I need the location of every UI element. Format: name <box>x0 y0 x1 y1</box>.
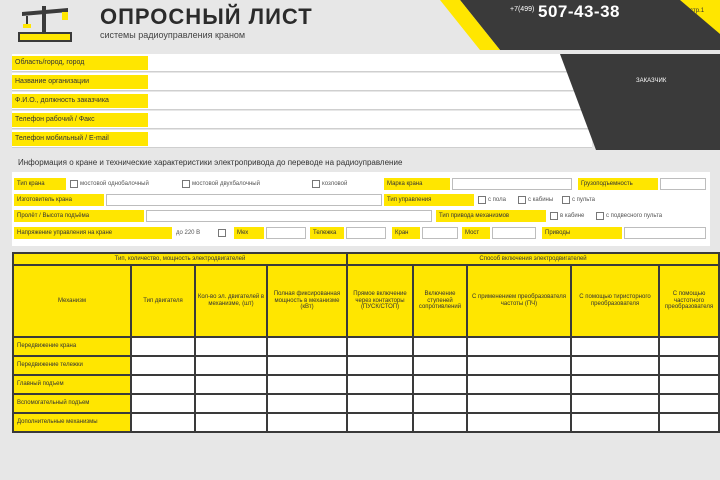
speed-input[interactable] <box>346 227 386 239</box>
region-input[interactable] <box>152 56 588 70</box>
table-cell[interactable] <box>267 413 347 432</box>
table-cell[interactable] <box>413 413 467 432</box>
table-row <box>13 394 719 413</box>
speed-input[interactable] <box>266 227 306 239</box>
contact-row-email <box>12 130 592 148</box>
table-cell[interactable] <box>571 356 659 375</box>
column-header: С помощью тиристорного преобразователя <box>571 265 659 337</box>
control-option-label: с пола <box>488 197 506 203</box>
contact-row-phone <box>12 111 592 129</box>
customer-panel <box>596 54 720 150</box>
table-cell[interactable] <box>413 394 467 413</box>
page-title: ОПРОСНЫЙ ЛИСТ <box>100 4 313 29</box>
contact-row-region <box>12 54 592 72</box>
speed-input[interactable] <box>492 227 536 239</box>
table-row <box>13 356 719 375</box>
table-cell[interactable] <box>413 337 467 356</box>
table-row <box>13 413 719 432</box>
type-option-label: козловой <box>322 181 348 187</box>
control-option-checkbox[interactable] <box>478 196 486 204</box>
speed-label: Мост <box>462 227 490 239</box>
table-cell[interactable] <box>467 413 571 432</box>
table-cell[interactable] <box>571 394 659 413</box>
table-cell[interactable] <box>467 337 571 356</box>
type-option-label: мостовой двухбалочный <box>192 181 260 187</box>
decorative-corner <box>560 54 600 150</box>
column-header: С помощью частотного преобразователя <box>659 265 719 337</box>
motors-table-wrap <box>12 252 718 480</box>
speed-label: Кран <box>392 227 420 239</box>
contact-label: Телефон мобильный / E-mail <box>12 132 148 146</box>
table-cell[interactable] <box>131 413 195 432</box>
crane-model-input[interactable] <box>452 178 572 190</box>
contact-block <box>12 54 592 149</box>
speed-label: Тележка <box>310 227 344 239</box>
type-option-checkbox[interactable] <box>70 180 78 188</box>
speed-input[interactable] <box>422 227 458 239</box>
drive-type-label: Тип привода механизмов <box>436 210 546 222</box>
section-caption: Информация о кране и технические характеристики электропривода до переводе на радиоуправление <box>18 158 403 167</box>
crane-info-block <box>12 172 710 246</box>
contact-label: Название организации <box>12 75 148 89</box>
table-cell[interactable] <box>131 375 195 394</box>
phone-number[interactable]: 507-43-38 <box>538 2 621 21</box>
table-row <box>13 337 719 356</box>
customer-panel-label: ЗАКАЗЧИК <box>636 78 667 84</box>
voltage-label: Напряжение управления на кране <box>14 227 172 239</box>
control-option-checkbox[interactable] <box>518 196 526 204</box>
email-input[interactable] <box>152 132 588 146</box>
column-header: Тип двигателя <box>131 265 195 337</box>
table-cell[interactable] <box>467 394 571 413</box>
column-header: Полная фиксированная мощность в механизме (кВт) <box>267 265 347 337</box>
table-cell[interactable] <box>347 375 413 394</box>
table-cell[interactable] <box>571 337 659 356</box>
type-option-label: мостовой однобалочный <box>80 181 149 187</box>
table-row <box>13 375 719 394</box>
speed-label: Мех <box>234 227 264 239</box>
table-cell[interactable] <box>131 337 195 356</box>
column-header: Включение ступеней сопротивлений <box>413 265 467 337</box>
control-option-label: с пульта <box>572 197 595 203</box>
phone-input[interactable] <box>152 113 588 127</box>
table-cell[interactable] <box>659 413 719 432</box>
table-cell[interactable] <box>131 356 195 375</box>
table-cell[interactable] <box>659 356 719 375</box>
crane-model-label: Марка крана <box>384 178 450 190</box>
table-cell[interactable] <box>413 356 467 375</box>
drive-option-label: с подвесного пульта <box>606 213 663 219</box>
table-cell[interactable] <box>571 413 659 432</box>
contact-label: Область/город, город <box>12 56 148 70</box>
manufacturer-label: Изготовитель крана <box>14 194 104 206</box>
group-header-switching: Способ включения электродвигателей <box>347 253 719 265</box>
speed-input[interactable] <box>624 227 706 239</box>
table-cell[interactable] <box>659 375 719 394</box>
speed-label: Приводы <box>542 227 622 239</box>
table-cell[interactable] <box>267 356 347 375</box>
table-cell[interactable] <box>267 337 347 356</box>
phone-prefix: +7(499) <box>510 6 535 13</box>
table-cell[interactable] <box>195 413 267 432</box>
drive-option-checkbox[interactable] <box>550 212 558 220</box>
drive-option-checkbox[interactable] <box>596 212 604 220</box>
page-subtitle: системы радиоуправления краном <box>100 30 246 40</box>
row-label: Передвижение тележки <box>13 356 131 375</box>
crane-logo-icon <box>12 2 78 46</box>
manufacturer-input[interactable] <box>106 194 382 206</box>
column-header: Прямое включение через контакторы (ПУСК/СТОП) <box>347 265 413 337</box>
table-cell[interactable] <box>347 394 413 413</box>
group-header-motors: Тип, количество, мощность электродвигателей <box>13 253 347 265</box>
header <box>0 0 720 50</box>
person-input[interactable] <box>152 94 588 108</box>
table-cell[interactable] <box>195 394 267 413</box>
table-cell[interactable] <box>347 413 413 432</box>
column-header: Кол-во эл. двигателей в механизме, (шт) <box>195 265 267 337</box>
table-cell[interactable] <box>659 394 719 413</box>
capacity-input[interactable] <box>660 178 706 190</box>
drive-option-label: в кабине <box>560 213 585 219</box>
table-cell[interactable] <box>195 356 267 375</box>
table-cell[interactable] <box>659 337 719 356</box>
column-header: С применением преобразователя частоты (ПЧ) <box>467 265 571 337</box>
control-option-label: с кабины <box>528 197 554 203</box>
span-input[interactable] <box>146 210 432 222</box>
row-label: Передвижение крана <box>13 337 131 356</box>
span-label: Пролёт / Высота подъёма <box>14 210 144 222</box>
contact-label: Ф.И.О., должность заказчика <box>12 94 148 108</box>
voltage-checkbox[interactable] <box>218 229 226 237</box>
company-input[interactable] <box>152 75 588 89</box>
motors-table <box>12 252 720 433</box>
table-cell[interactable] <box>571 375 659 394</box>
table-cell[interactable] <box>413 375 467 394</box>
type-option-checkbox[interactable] <box>182 180 190 188</box>
control-option-checkbox[interactable] <box>562 196 570 204</box>
page-number: стр.1 <box>690 8 705 14</box>
table-cell[interactable] <box>267 375 347 394</box>
table-cell[interactable] <box>267 394 347 413</box>
type-option-checkbox[interactable] <box>312 180 320 188</box>
contact-row-company <box>12 73 592 91</box>
contact-row-person <box>12 92 592 110</box>
capacity-label: Грузоподъемность <box>578 178 658 190</box>
table-cell[interactable] <box>195 375 267 394</box>
table-cell[interactable] <box>347 337 413 356</box>
crane-type-label: Тип крана <box>14 178 66 190</box>
table-cell[interactable] <box>195 337 267 356</box>
control-type-label: Тип управления <box>384 194 474 206</box>
table-cell[interactable] <box>347 356 413 375</box>
table-cell[interactable] <box>467 375 571 394</box>
column-header: Механизм <box>13 265 131 337</box>
table-cell[interactable] <box>467 356 571 375</box>
row-label: Вспомогательный подъем <box>13 394 131 413</box>
contact-label: Телефон рабочий / Факс <box>12 113 148 127</box>
row-label: Дополнительные механизмы <box>13 413 131 432</box>
table-cell[interactable] <box>131 394 195 413</box>
row-label: Главный подъем <box>13 375 131 394</box>
voltage-value: до 220 В <box>176 230 201 236</box>
